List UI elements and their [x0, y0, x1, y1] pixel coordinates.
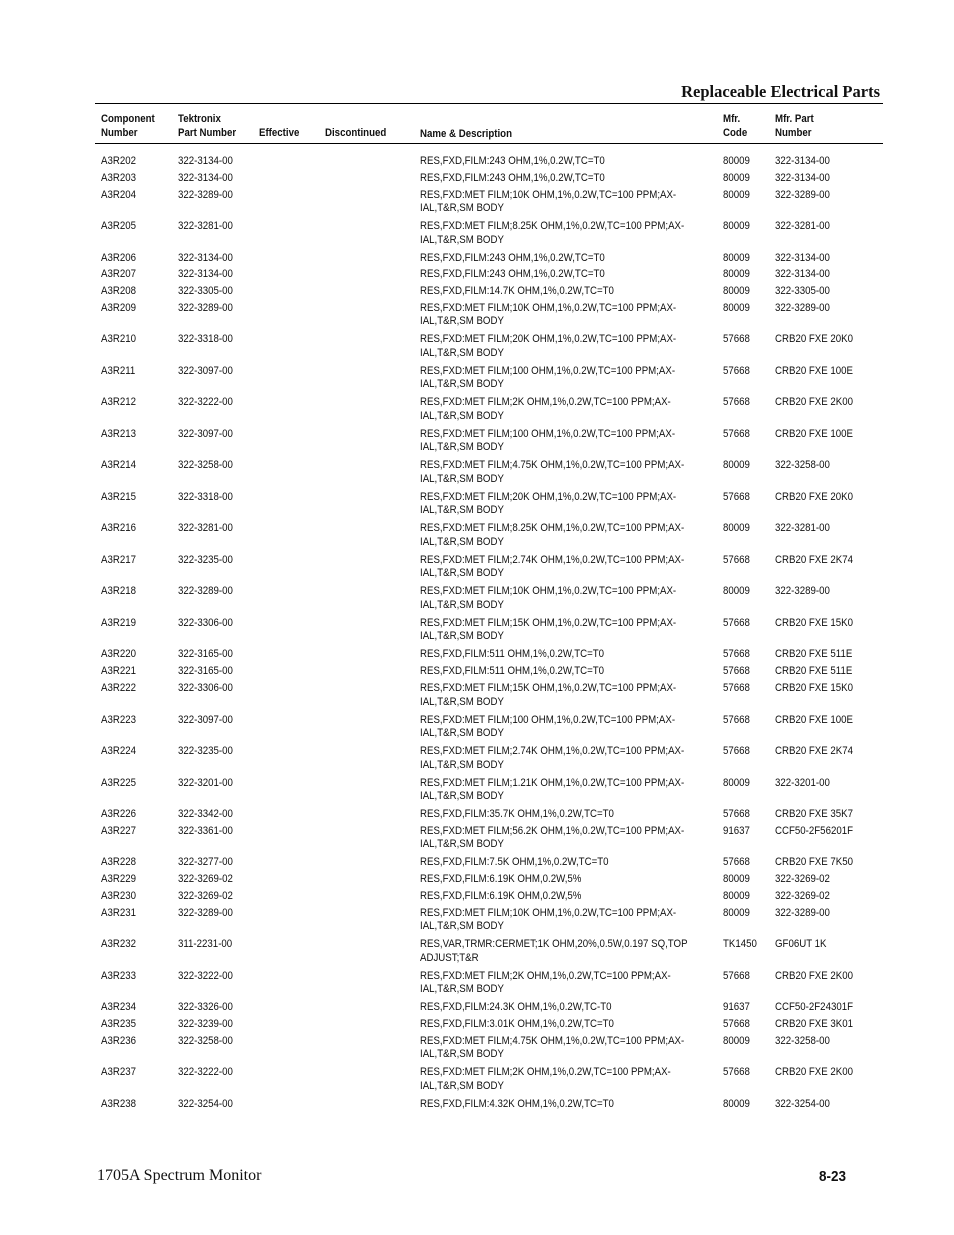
description-cell: RES,FXD:MET FILM;10K OHM,1%,0.2W,TC=100 PPM;AX- IAL,T&R,SM BODY — [420, 301, 677, 328]
description-cell: RES,VAR,TRMR:CERMET;1K OHM,20%,0.5W,0.197 SQ,TOP ADJUST;T&R — [420, 938, 688, 964]
description-cell: RES,FXD:MET FILM;20K OHM,1%,0.2W,TC=100 PPM;AX- IAL,T&R,SM BODY — [420, 490, 677, 517]
component-number-cell: A3R213 — [101, 427, 136, 440]
component-number-cell: A3R226 — [101, 808, 136, 821]
component-number-cell: A3R229 — [101, 873, 136, 886]
description-cell: RES,FXD,FILM:35.7K OHM,1%,0.2W,TC=T0 — [420, 808, 614, 821]
mfr-code-cell: 80009 — [723, 776, 750, 789]
header-bottom-rule — [95, 143, 883, 144]
mfr-code-cell: 80009 — [723, 301, 750, 314]
description-cell: RES,FXD,FILM:243 OHM,1%,0.2W,TC=T0 — [420, 155, 605, 167]
description-cell: RES,FXD:MET FILM;20K OHM,1%,0.2W,TC=100 PPM;AX- IAL,T&R,SM BODY — [420, 333, 677, 359]
table-row — [0, 808, 954, 825]
tektronix-part-cell: 322-3134-00 — [178, 171, 233, 184]
mfr-code-cell: 57668 — [723, 364, 750, 377]
description-cell: RES,FXD:MET FILM;8.25K OHM,1%,0.2W,TC=100 PPM;AX- IAL,T&R,SM BODY — [420, 522, 685, 548]
mfr-code-cell: 80009 — [723, 268, 750, 281]
component-number-cell: A3R209 — [101, 301, 136, 314]
description-cell: RES,FXD,FILM:3.01K OHM,1%,0.2W,TC=T0 — [420, 1018, 614, 1031]
mfr-part-number-cell: 322-3289-00 — [775, 906, 830, 919]
mfr-part-number-cell: CRB20 FXE 3K01 — [775, 1018, 854, 1031]
table-row — [0, 907, 954, 939]
description-cell: RES,FXD:MET FILM;4.75K OHM,1%,0.2W,TC=100 PPM;AX- IAL,T&R,SM BODY — [420, 1034, 685, 1061]
description-cell: RES,FXD:MET FILM;8.25K OHM,1%,0.2W,TC=100 PPM;AX- IAL,T&R,SM BODY — [420, 220, 685, 246]
column-header-mfr-code-line2: Code — [723, 127, 748, 139]
mfr-code-cell: 57668 — [723, 745, 750, 758]
tektronix-part-cell: 322-3269-02 — [178, 873, 233, 886]
table-row — [0, 585, 954, 617]
mfr-code-cell: 57668 — [723, 682, 750, 695]
component-number-cell: A3R202 — [101, 155, 136, 167]
tektronix-part-cell: 322-3289-00 — [178, 301, 233, 314]
mfr-part-number-cell: 322-3289-00 — [775, 301, 830, 314]
component-number-cell: A3R221 — [101, 665, 136, 678]
tektronix-part-cell: 322-3201-00 — [178, 776, 233, 789]
component-number-cell: A3R238 — [101, 1097, 136, 1110]
mfr-code-cell: 57668 — [723, 1066, 750, 1079]
tektronix-part-cell: 322-3318-00 — [178, 333, 233, 346]
column-header-tektronix-line1: Tektronix — [178, 113, 221, 125]
mfr-part-number-cell: CCF50-2F24301F — [775, 1001, 854, 1014]
tektronix-part-cell: 322-3305-00 — [178, 285, 233, 298]
table-row — [0, 665, 954, 682]
description-cell: RES,FXD:MET FILM;10K OHM,1%,0.2W,TC=100 PPM;AX- IAL,T&R,SM BODY — [420, 188, 677, 215]
description-cell: RES,FXD,FILM:24.3K OHM,1%,0.2W,TC-T0 — [420, 1001, 612, 1014]
table-row — [0, 714, 954, 746]
mfr-code-cell: 80009 — [723, 171, 750, 184]
mfr-code-cell: 57668 — [723, 1018, 750, 1031]
mfr-part-number-cell: CRB20 FXE 20K0 — [775, 333, 854, 346]
description-cell: RES,FXD:MET FILM;15K OHM,1%,0.2W,TC=100 PPM;AX- IAL,T&R,SM BODY — [420, 682, 677, 708]
table-row — [0, 777, 954, 809]
table-row — [0, 396, 954, 428]
column-header-component-line2: Number — [101, 127, 138, 139]
tektronix-part-cell: 322-3134-00 — [178, 268, 233, 281]
component-number-cell: A3R207 — [101, 268, 136, 281]
table-row — [0, 890, 954, 907]
column-header-discontinued: Discontinued — [325, 127, 387, 139]
tektronix-part-cell: 322-3097-00 — [178, 713, 233, 726]
mfr-code-cell: 80009 — [723, 155, 750, 167]
table-row — [0, 1098, 954, 1115]
mfr-code-cell: 57668 — [723, 333, 750, 346]
mfr-code-cell: 80009 — [723, 459, 750, 472]
component-number-cell: A3R210 — [101, 333, 136, 346]
header-top-rule — [95, 103, 883, 104]
component-number-cell: A3R228 — [101, 856, 136, 869]
mfr-part-number-cell: 322-3134-00 — [775, 268, 830, 281]
mfr-part-number-cell: 322-3258-00 — [775, 459, 830, 472]
table-row — [0, 938, 954, 970]
column-header-mfr-part — [775, 112, 814, 140]
mfr-code-cell: 57668 — [723, 713, 750, 726]
mfr-code-cell: 80009 — [723, 522, 750, 535]
description-cell: RES,FXD:MET FILM;100 OHM,1%,0.2W,TC=100 PPM;AX- IAL,T&R,SM BODY — [420, 364, 676, 391]
description-cell: RES,FXD:MET FILM;56.2K OHM,1%,0.2W,TC=100 PPM;AX- IAL,T&R,SM BODY — [420, 824, 685, 851]
component-number-cell: A3R205 — [101, 220, 136, 233]
table-row — [0, 825, 954, 857]
table-row — [0, 1035, 954, 1067]
description-cell: RES,FXD,FILM:511 OHM,1%,0.2W,TC=T0 — [420, 648, 605, 661]
tektronix-part-cell: 322-3342-00 — [178, 808, 233, 821]
mfr-code-cell: 57668 — [723, 808, 750, 821]
component-number-cell: A3R227 — [101, 824, 136, 837]
mfr-part-number-cell: CRB20 FXE 100E — [775, 364, 854, 377]
component-number-cell: A3R223 — [101, 713, 136, 726]
table-row — [0, 172, 954, 189]
description-cell: RES,FXD:MET FILM;2K OHM,1%,0.2W,TC=100 PPM;AX- IAL,T&R,SM BODY — [420, 396, 671, 422]
mfr-code-cell: 80009 — [723, 585, 750, 598]
table-row — [0, 268, 954, 285]
table-row — [0, 428, 954, 460]
description-cell: RES,FXD,FILM:243 OHM,1%,0.2W,TC=T0 — [420, 268, 605, 281]
tektronix-part-cell: 322-3326-00 — [178, 1001, 233, 1014]
description-cell: RES,FXD:MET FILM;10K OHM,1%,0.2W,TC=100 PPM;AX- IAL,T&R,SM BODY — [420, 906, 677, 933]
mfr-part-number-cell: CRB20 FXE 511E — [775, 665, 853, 678]
mfr-code-cell: 80009 — [723, 188, 750, 201]
mfr-part-number-cell: CRB20 FXE 511E — [775, 648, 853, 661]
description-cell: RES,FXD:MET FILM;1.21K OHM,1%,0.2W,TC=100 PPM;AX- IAL,T&R,SM BODY — [420, 776, 685, 803]
component-number-cell: A3R203 — [101, 171, 136, 184]
mfr-part-number-cell: 322-3201-00 — [775, 776, 830, 789]
table-row — [0, 522, 954, 554]
column-header-mfr-part-line1: Mfr. Part — [775, 113, 814, 125]
section-title: Replaceable Electrical Parts — [681, 82, 880, 101]
tektronix-part-cell: 322-3269-02 — [178, 889, 233, 902]
table-row — [0, 285, 954, 302]
description-cell: RES,FXD:MET FILM;4.75K OHM,1%,0.2W,TC=100 PPM;AX- IAL,T&R,SM BODY — [420, 459, 685, 485]
mfr-code-cell: 57668 — [723, 856, 750, 869]
component-number-cell: A3R212 — [101, 396, 136, 409]
description-cell: RES,FXD:MET FILM;15K OHM,1%,0.2W,TC=100 PPM;AX- IAL,T&R,SM BODY — [420, 616, 677, 643]
table-row — [0, 252, 954, 269]
footer-manual-title: 1705A Spectrum Monitor — [97, 1167, 262, 1184]
tektronix-part-cell: 322-3239-00 — [178, 1018, 233, 1031]
tektronix-part-cell: 322-3258-00 — [178, 459, 233, 472]
table-row — [0, 491, 954, 523]
column-header-effective: Effective — [259, 127, 300, 139]
component-number-cell: A3R218 — [101, 585, 136, 598]
mfr-code-cell: TK1450 — [723, 938, 757, 951]
tektronix-part-cell: 322-3289-00 — [178, 188, 233, 201]
table-row — [0, 873, 954, 890]
table-row — [0, 302, 954, 334]
description-cell: RES,FXD,FILM:511 OHM,1%,0.2W,TC=T0 — [420, 665, 605, 678]
table-row — [0, 1018, 954, 1035]
component-number-cell: A3R204 — [101, 188, 136, 201]
mfr-code-cell: 80009 — [723, 906, 750, 919]
tektronix-part-cell: 322-3361-00 — [178, 824, 233, 837]
component-number-cell: A3R230 — [101, 889, 136, 902]
tektronix-part-cell: 322-3097-00 — [178, 427, 233, 440]
mfr-part-number-cell: 322-3254-00 — [775, 1097, 830, 1110]
mfr-part-number-cell: 322-3134-00 — [775, 171, 830, 184]
mfr-part-number-cell: CRB20 FXE 2K00 — [775, 396, 854, 409]
mfr-code-cell: 80009 — [723, 873, 750, 886]
mfr-part-number-cell: CCF50-2F56201F — [775, 824, 854, 837]
tektronix-part-cell: 322-3281-00 — [178, 220, 233, 233]
component-number-cell: A3R208 — [101, 285, 136, 298]
parts-table-body — [0, 155, 954, 1115]
mfr-code-cell: 57668 — [723, 616, 750, 629]
column-header-mfr-code-line1: Mfr. — [723, 113, 741, 125]
mfr-part-number-cell: CRB20 FXE 35K7 — [775, 808, 854, 821]
mfr-code-cell: 80009 — [723, 1097, 750, 1110]
table-row — [0, 459, 954, 491]
mfr-code-cell: 57668 — [723, 553, 750, 566]
description-cell: RES,FXD,FILM:7.5K OHM,1%,0.2W,TC=T0 — [420, 856, 609, 869]
tektronix-part-cell: 322-3097-00 — [178, 364, 233, 377]
footer-page-number: 8-23 — [819, 1168, 847, 1185]
mfr-part-number-cell: 322-3269-02 — [775, 873, 830, 886]
table-row — [0, 745, 954, 777]
table-row — [0, 970, 954, 1002]
component-number-cell: A3R236 — [101, 1034, 136, 1047]
table-row — [0, 648, 954, 665]
component-number-cell: A3R211 — [101, 364, 136, 377]
tektronix-part-cell: 322-3258-00 — [178, 1034, 233, 1047]
table-row — [0, 856, 954, 873]
mfr-code-cell: 91637 — [723, 824, 750, 837]
mfr-part-number-cell: 322-3281-00 — [775, 522, 830, 535]
table-row — [0, 1001, 954, 1018]
mfr-part-number-cell: 322-3134-00 — [775, 155, 830, 167]
mfr-code-cell: 57668 — [723, 490, 750, 503]
tektronix-part-cell: 322-3134-00 — [178, 251, 233, 264]
mfr-part-number-cell: 322-3269-02 — [775, 889, 830, 902]
component-number-cell: A3R220 — [101, 648, 136, 661]
component-number-cell: A3R237 — [101, 1066, 136, 1079]
description-cell: RES,FXD,FILM:14.7K OHM,1%,0.2W,TC=T0 — [420, 285, 614, 298]
table-row — [0, 554, 954, 586]
tektronix-part-cell: 322-3281-00 — [178, 522, 233, 535]
component-number-cell: A3R216 — [101, 522, 136, 535]
mfr-code-cell: 80009 — [723, 285, 750, 298]
mfr-part-number-cell: 322-3134-00 — [775, 251, 830, 264]
tektronix-part-cell: 322-3134-00 — [178, 155, 233, 167]
mfr-part-number-cell: CRB20 FXE 7K50 — [775, 856, 854, 869]
mfr-code-cell: 57668 — [723, 665, 750, 678]
mfr-code-cell: 80009 — [723, 251, 750, 264]
component-number-cell: A3R233 — [101, 969, 136, 982]
description-cell: RES,FXD,FILM:243 OHM,1%,0.2W,TC=T0 — [420, 171, 605, 184]
mfr-part-number-cell: CRB20 FXE 20K0 — [775, 490, 854, 503]
mfr-part-number-cell: 322-3258-00 — [775, 1034, 830, 1047]
column-header-description: Name & Description — [420, 128, 512, 140]
mfr-part-number-cell: CRB20 FXE 2K00 — [775, 1066, 854, 1079]
table-row — [0, 220, 954, 252]
tektronix-part-cell: 322-3235-00 — [178, 745, 233, 758]
mfr-part-number-cell: CRB20 FXE 2K74 — [775, 553, 854, 566]
mfr-code-cell: 91637 — [723, 1001, 750, 1014]
description-cell: RES,FXD,FILM:243 OHM,1%,0.2W,TC=T0 — [420, 251, 605, 264]
mfr-part-number-cell: 322-3305-00 — [775, 285, 830, 298]
mfr-code-cell: 57668 — [723, 427, 750, 440]
table-row — [0, 617, 954, 649]
description-cell: RES,FXD:MET FILM;2K OHM,1%,0.2W,TC=100 PPM;AX- IAL,T&R,SM BODY — [420, 1066, 671, 1092]
tektronix-part-cell: 322-3222-00 — [178, 396, 233, 409]
table-row — [0, 365, 954, 397]
column-header-tektronix-line2: Part Number — [178, 127, 237, 139]
tektronix-part-cell: 322-3277-00 — [178, 856, 233, 869]
mfr-part-number-cell: 322-3289-00 — [775, 585, 830, 598]
description-cell: RES,FXD:MET FILM;10K OHM,1%,0.2W,TC=100 PPM;AX- IAL,T&R,SM BODY — [420, 585, 677, 611]
description-cell: RES,FXD,FILM:6.19K OHM,0.2W,5% — [420, 873, 582, 886]
description-cell: RES,FXD:MET FILM;2.74K OHM,1%,0.2W,TC=100 PPM;AX- IAL,T&R,SM BODY — [420, 745, 685, 771]
tektronix-part-cell: 322-3254-00 — [178, 1097, 233, 1110]
tektronix-part-cell: 322-3165-00 — [178, 648, 233, 661]
component-number-cell: A3R232 — [101, 938, 136, 951]
mfr-part-number-cell: CRB20 FXE 100E — [775, 713, 854, 726]
tektronix-part-cell: 322-3318-00 — [178, 490, 233, 503]
mfr-part-number-cell: CRB20 FXE 15K0 — [775, 682, 854, 695]
description-cell: RES,FXD:MET FILM;2K OHM,1%,0.2W,TC=100 PPM;AX- IAL,T&R,SM BODY — [420, 969, 671, 996]
mfr-part-number-cell: 322-3289-00 — [775, 188, 830, 201]
mfr-code-cell: 80009 — [723, 220, 750, 233]
component-number-cell: A3R235 — [101, 1018, 136, 1031]
description-cell: RES,FXD,FILM:6.19K OHM,0.2W,5% — [420, 889, 582, 902]
mfr-part-number-cell: CRB20 FXE 2K00 — [775, 969, 854, 982]
tektronix-part-cell: 322-3235-00 — [178, 553, 233, 566]
mfr-code-cell: 57668 — [723, 396, 750, 409]
mfr-code-cell: 80009 — [723, 889, 750, 902]
component-number-cell: A3R206 — [101, 251, 136, 264]
tektronix-part-cell: 322-3165-00 — [178, 665, 233, 678]
mfr-code-cell: 80009 — [723, 1034, 750, 1047]
table-row — [0, 155, 954, 172]
component-number-cell: A3R224 — [101, 745, 136, 758]
tektronix-part-cell: 322-3222-00 — [178, 1066, 233, 1079]
table-row — [0, 1066, 954, 1098]
description-cell: RES,FXD:MET FILM;100 OHM,1%,0.2W,TC=100 PPM;AX- IAL,T&R,SM BODY — [420, 427, 676, 454]
component-number-cell: A3R214 — [101, 459, 136, 472]
component-number-cell: A3R217 — [101, 553, 136, 566]
column-header-component — [101, 112, 155, 140]
component-number-cell: A3R225 — [101, 776, 136, 789]
mfr-code-cell: 57668 — [723, 648, 750, 661]
tektronix-part-cell: 322-3306-00 — [178, 682, 233, 695]
tektronix-part-cell: 322-3306-00 — [178, 616, 233, 629]
description-cell: RES,FXD:MET FILM;2.74K OHM,1%,0.2W,TC=100 PPM;AX- IAL,T&R,SM BODY — [420, 553, 685, 580]
description-cell: RES,FXD:MET FILM;100 OHM,1%,0.2W,TC=100 PPM;AX- IAL,T&R,SM BODY — [420, 713, 676, 740]
component-number-cell: A3R234 — [101, 1001, 136, 1014]
column-header-tektronix — [178, 112, 236, 140]
tektronix-part-cell: 322-3289-00 — [178, 906, 233, 919]
mfr-part-number-cell: CRB20 FXE 2K74 — [775, 745, 854, 758]
component-number-cell: A3R231 — [101, 906, 136, 919]
component-number-cell: A3R215 — [101, 490, 136, 503]
mfr-part-number-cell: CRB20 FXE 100E — [775, 427, 854, 440]
table-row — [0, 682, 954, 714]
column-header-mfr-part-line2: Number — [775, 127, 812, 139]
mfr-code-cell: 57668 — [723, 969, 750, 982]
mfr-part-number-cell: 322-3281-00 — [775, 220, 830, 233]
mfr-part-number-cell: CRB20 FXE 15K0 — [775, 616, 854, 629]
description-cell: RES,FXD,FILM:4.32K OHM,1%,0.2W,TC=T0 — [420, 1097, 614, 1110]
column-header-component-line1: Component — [101, 113, 155, 125]
tektronix-part-cell: 311-2231-00 — [178, 938, 233, 951]
mfr-part-number-cell: GF06UT 1K — [775, 938, 827, 951]
table-row — [0, 333, 954, 365]
component-number-cell: A3R222 — [101, 682, 136, 695]
component-number-cell: A3R219 — [101, 616, 136, 629]
tektronix-part-cell: 322-3289-00 — [178, 585, 233, 598]
column-header-mfr-code — [723, 112, 747, 140]
table-row — [0, 189, 954, 221]
tektronix-part-cell: 322-3222-00 — [178, 969, 233, 982]
